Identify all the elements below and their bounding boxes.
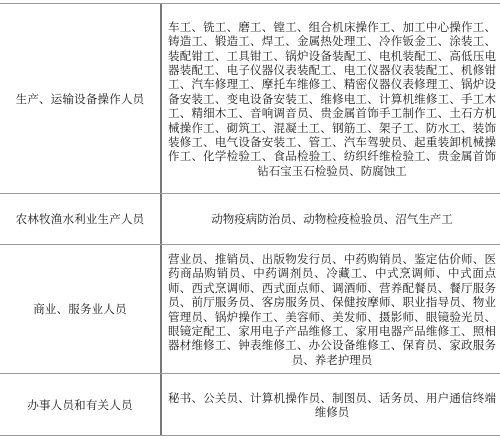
table-row (0, 3, 500, 194)
category-cell: 商业、服务业人员 (0, 245, 162, 373)
table-row (0, 194, 500, 245)
table-row (0, 374, 500, 436)
jobs-text: 车工、铣工、磨工、镗工、组合机床操作工、加工中心操作工、铸造工、锻造工、焊工、金属热处理工、冷作钣金工、涂装工、装配钳工、工具钳工、锅炉设备装配工、电机装配工、高低压电器装配工、电子仪器仪表装配工、电工仪器仪表装配工、机修钳工、汽车修理工、摩托车维修工、精密仪器仪表修理工、锅炉设备安装工、变电设备安装工、维修电工、计算机维修工、手工木工、精细木工、音响调音员、贵金属首饰手工制作工、土石方机械操作工、砌筑工、混凝土工、钢筋工、架子工、防水工、装饰装修工、电气设备安装工、管工、汽车驾驶员、起重装卸机械操作工、化学检验工、食品检验工、纺织纤维检验工、贵金属首饰钻石宝玉石检验员、防腐蚀工 (168, 19, 496, 178)
jobs-cell (162, 245, 500, 373)
jobs-text: 营业员、推销员、出版物发行员、中药购销员、鉴定估价师、医药商品购销员、中药调剂员、冷藏工、中式烹调师、中式面点师、西式烹调师、西式面点师、调酒师、营养配餐员、餐厅服务员、前厅服务员、客房服务员、保健按摩师、职业指导员、物业管理员、锅炉操作工、美容师、美发师、摄影师、眼镜验光员、眼镜定配工、家用电子产品维修工、家用电器产品维修工、照相器材维修工、钟表维修工、办公设备维修工、保育员、家政服务员、养老护理员 (168, 251, 496, 367)
jobs-cell (162, 194, 500, 244)
category-cell: 生产、运输设备操作人员 (0, 4, 162, 193)
jobs-cell (162, 374, 500, 435)
jobs-cell (162, 4, 500, 193)
jobs-text: 秘书、公关员、计算机操作员、制图员、话务员、用户通信终端维修员 (168, 390, 496, 419)
jobs-text: 动物疫病防治员、动物检疫检验员、沼气生产工 (211, 212, 453, 227)
category-cell: 办事人员和有关人员 (0, 374, 162, 435)
table-row (0, 245, 500, 374)
category-cell: 农林牧渔水利业生产人员 (0, 194, 162, 244)
